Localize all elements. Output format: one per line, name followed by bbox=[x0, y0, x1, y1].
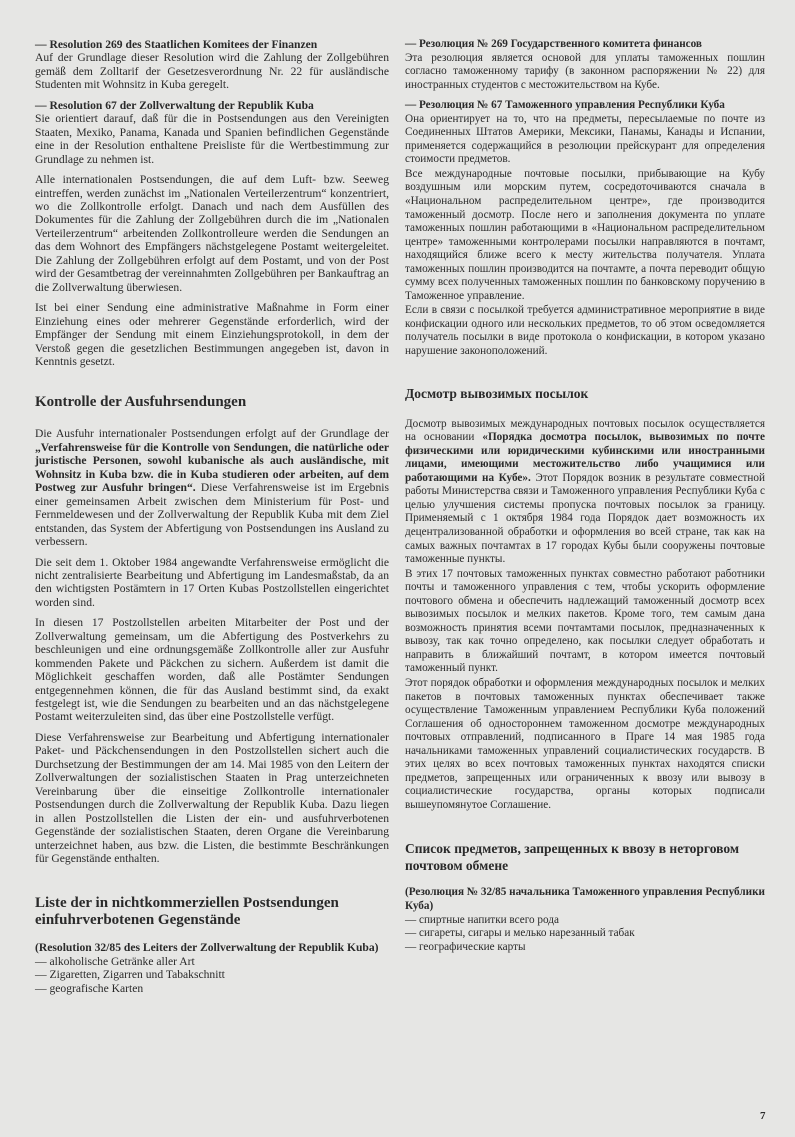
resolution-269-text-ru: Эта резолюция является основой для уплаты таможенных пошлин согласно таможенному тарифу (в законном распоряжении № 22) для иностранных студентов с местожительством на Кубе. bbox=[405, 51, 765, 91]
export-paragraph-1 bbox=[35, 427, 389, 548]
list-item: — Zigaretten, Zigarren und Tabakschnitt bbox=[35, 968, 225, 982]
section-title-export-control: Kontrolle der Ausfuhrsendungen bbox=[35, 394, 247, 411]
export-paragraph-2: Die seit dem 1. Oktober 1984 angewandte Verfahrensweise ermöglicht die nicht zentralisierte Bearbeitung und Abfertigung im Landesmaßstab, da an den wichtigsten Postämtern in 17 Orten Kubas Postzollstellen eingerichtet worden sind. bbox=[35, 555, 389, 609]
prohibited-list-subtitle-ru: (Резолюция № 32/85 начальника Таможенного управления Республики Куба) bbox=[405, 886, 765, 912]
list-item: — географические карты bbox=[405, 940, 526, 953]
list-item: — спиртные напитки всего рода bbox=[405, 913, 559, 926]
section-title-prohibited-list: Liste der in nichtkommerziellen Postsendungen einfuhrverbotenen Gegenstände bbox=[35, 895, 339, 929]
prohibited-list-subtitle: (Resolution 32/85 des Leiters der Zollverwaltung der Republik Kuba) bbox=[35, 941, 379, 955]
export-p1-rest-ru: Этот Порядок возник в результате совместной работы Министерства связи и Таможенного управления Республики Куба с целью улучшения системы пропуска почтовых посылок за границу. Применяемый с 1 октября 1984 года Порядок дает возможность их децентрализованной обработки и оформления во всей стране, так как на самых важных почтамтах в 17 городах Кубы были сооружены почтовые таможенные пункты. bbox=[405, 471, 766, 566]
export-p1-intro: Die Ausfuhr internationaler Postsendungen erfolgt auf der Grundlage der bbox=[35, 427, 389, 441]
export-p1-bold-ru: «Порядка досмотра посылок, вывозимых по почте физическими или юридическими кубинскими или иностранными лицами, имеющими местожительство либо учащимися или работающими на Кубе». bbox=[405, 431, 766, 484]
prohibited-items-list-ru bbox=[405, 914, 765, 955]
german-column bbox=[35, 38, 389, 995]
resolution-269-title: — Resolution 269 des Staatlichen Komitees der Finanzen bbox=[35, 38, 318, 51]
section-title-export-control-ru: Досмотр вывозимых посылок bbox=[405, 385, 589, 401]
paragraph-international-mail: Alle internationalen Postsendungen, die auf dem Luft- bzw. Seeweg eintreffen, werden zunächst im „Nationalen Verteilerzentrum“ konzentriert, wo die Zollkontrolle erfolgt. Danach und nach dem Ausfüllen des Dokumentes für die Zahlung der Zollgebühren durch die im „Nationalen Verteilerzentrum“ arbeitenden Zollkontrolleure werden die Sendungen an das dem Wohnort des Empfängers nächstgelegene Postamt weitergeleitet. Die Zahlung der Zollgebühren erfolgt auf dem Postamt, und von der Post wird der Gesamtbetrag der vereinnahmten Zollgebühren per Bankauftrag an die Zollverwaltung überwiesen. bbox=[35, 173, 389, 294]
export-paragraph-2-ru: В этих 17 почтовых таможенных пунктах совместно работают работники почты и таможенного управления с тем, чтобы ускорить оформление почтового обмена и обеспечить надлежащий таможенный досмотр всех вывозимых посылок и мелких пакетов. Кроме того, тем самым дана возможность принятия всеми почтамтами посылок, предназначенных к вывозу, так как точно определено, как посылки следует обработать и направить в ближайший почтамт, в котором имеется почтовый таможенный пункт. bbox=[405, 567, 765, 675]
resolution-269-title-ru: — Резолюция № 269 Государственного комитета финансов bbox=[405, 38, 702, 50]
prohibited-items-list bbox=[35, 955, 389, 995]
resolution-67-title: — Resolution 67 der Zollverwaltung der Republik Kuba bbox=[35, 98, 314, 112]
paragraph-international-mail-ru: Все международные почтовые посылки, прибывающие на Кубу воздушным или морским путем, сосредоточиваются сначала в «Национальном распределительном центре», где производится таможенный досмотр. После него и заполнения документа по уплате таможенных пошлин работающими в «Национальном распределительном центре» таможенными контролерами посылки направляются в почтамт, находящийся ближе всего к месту жительства получателя. Уплата таможенных пошлин производится на почтамте, а почта переводит общую сумму всех полученных таможенных пошлин по банковскому поручению в Таможенное управление. bbox=[405, 167, 765, 302]
export-p1-bold: „Verfahrensweise für die Kontrolle von Sendungen, die natürliche oder juristische Personen, sowohl kubanische als auch ausländische, mit Wohnsitz in Kuba bzw. die in Kuba studieren oder arbeiten, auf dem Postweg zur Ausfuhr bringen“. bbox=[35, 440, 389, 495]
paragraph-confiscation: Ist bei einer Sendung eine administrative Maßnahme in Form einer Einziehung eines oder mehrerer Gegenstände erforderlich, wird der Empfänger der Sendung mit einem Einziehungsprotokoll, in dem der Verstoß gegen die gesetzlichen Bestimmungen angegeben ist, davon in Kenntnis gesetzt. bbox=[35, 301, 389, 368]
export-p1-intro-ru: Досмотр вывозимых международных почтовых посылок осуществляется на основании bbox=[405, 417, 765, 444]
resolution-269-text: Auf der Grundlage dieser Resolution wird die Zahlung der Zollgebühren gemäß dem Zolltarif der Gesetzesverordnung Nr. 22 für ausländische Studenten mit Wohnsitz in Kuba geregelt. bbox=[35, 51, 389, 92]
export-paragraph-4: Diese Verfahrensweise zur Bearbeitung und Abfertigung internationaler Paket- und Päckchensendungen in den Postzollstellen sichert auch die Durchsetzung der Bestimmungen der am 14. Mai 1985 von den Leitern der Zollverwaltungen der sozialistischen Staaten in Prag unterzeichneten Vereinbarung über die einseitige Zollkontrolle internationaler Postsendungen durch die Zollverwaltung der Republik Kuba. Dazu liegen in allen Postzollstellen die Listen der ein- und ausfuhrverbotenen Gegenstände der sozialistischen Staaten, deren Organe die Vereinbarung unterzeichnet haben, aus bzw. die Listen, die bestimmte Beschränkungen für Gegenstände enthalten. bbox=[35, 730, 389, 866]
resolution-67-text-ru: Она ориентирует на то, что на предметы, пересылаемые по почте из Соединенных Штатов Америки, Мексики, Панамы, Канады и Испании, применяется содержащийся в резолюции прейскурант для определения стоимости предметов. bbox=[405, 112, 765, 166]
resolution-67-title-ru: — Резолюция № 67 Таможенного управления Республики Куба bbox=[405, 99, 725, 112]
paragraph-confiscation-ru: Если в связи с посылкой требуется административное мероприятие в виде конфискации одного или нескольких предметов, то об этом осведомляется получатель посылки в виде протокола о конфискации, в котором указано нарушение законоположений. bbox=[405, 304, 765, 358]
export-paragraph-1-ru bbox=[405, 418, 765, 567]
export-p1-rest: Diese Verfahrensweise ist im Ergebnis einer gemeinsamen Arbeit zwischen dem Ministerium für Post- und Fernmeldewesen und der Zollverwaltung der Republik Kuba mit dem Ziel entstanden, das System der Abfertigung von Postsendungen ins Ausland zu verbessern. bbox=[35, 481, 389, 549]
page-number: 7 bbox=[760, 1110, 766, 1122]
export-paragraph-3: In diesen 17 Postzollstellen arbeiten Mitarbeiter der Post und der Zollverwaltung gemeinsam, um die Abfertigung des Postverkehrs zu beschleunigen und eine ordnungsgemäße Zollkontrolle aller zur Ausfuhr kommenden Pakete und Päckchen zu sichern. Außerdem ist damit die Möglichkeit geschaffen worden, daß alle Postämter Sendungen entgegennehmen können, die für das Ausland bestimmt sind, da exakt festgelegt ist, wie die Sendungen zu bearbeiten und an das nächstgelegene Postamt weiterzuleiten sind, das über eine Postzollstelle verfügt. bbox=[35, 616, 389, 724]
list-item: — geografische Karten bbox=[35, 981, 144, 995]
russian-column bbox=[405, 38, 765, 954]
list-item: — alkoholische Getränke aller Art bbox=[35, 954, 195, 968]
resolution-67-text: Sie orientiert darauf, daß für die in Postsendungen aus den Vereinigten Staaten, Mexiko, Panama, Kanada und Spanien befindlichen Gegenstände eine in der Resolution enthaltene Preisliste für die Wertbestimmung zur Grundlage zu nehmen ist. bbox=[35, 112, 389, 166]
export-paragraph-3-ru: Этот порядок обработки и оформления международных посылок и мелких пакетов в почтовых таможенных пунктах обеспечивает также осуществление Таможенным управлением Республики Куба положений Соглашения об одностороннем таможенном досмотре международных почтовых отправлений, подписанного в Праге 14 мая 1985 года начальниками таможенных управлений социалистических государств. В этих целях во всех почтовых таможенных пунктах находятся списки предметов, запрещенных или ограниченных к ввозу или вывозу в социалистические государства, органы которых подписали вышеупомянутое Соглашение. bbox=[405, 676, 765, 811]
section-title-prohibited-list-ru: Список предметов, запрещенных к ввозу в неторговом почтовом обмене bbox=[405, 841, 740, 874]
list-item: — сигареты, сигары и мелько нарезанный табак bbox=[405, 927, 635, 940]
